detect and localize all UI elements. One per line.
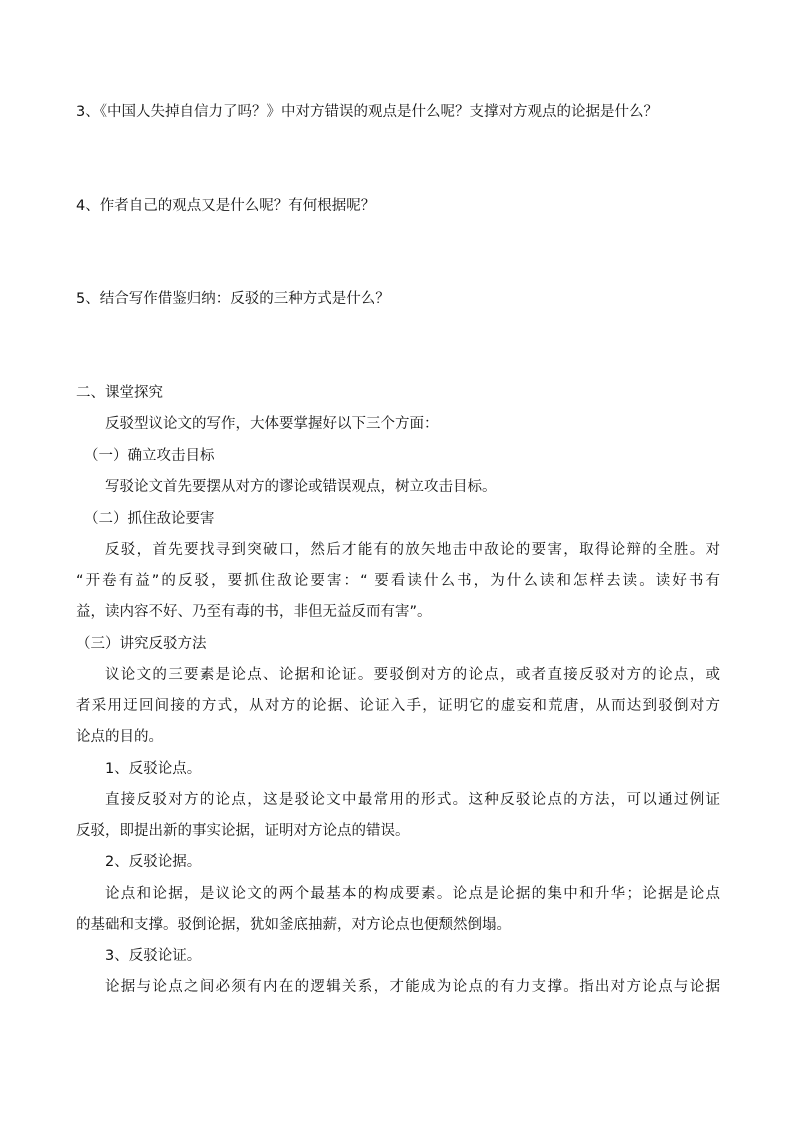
part3-title: （三）讲究反驳方法 (76, 636, 207, 652)
question-4: 4、作者自己的观点又是什么呢？有何根据呢？ (76, 198, 376, 214)
method2-title: 2、反驳论据。 (105, 854, 202, 870)
method1-title: 1、反驳论点。 (105, 761, 202, 777)
part2-line-1: 反驳，首先要找寻到突破口，然后才能有的放矢地击中敌论的要害，取得论辩的全胜。对 (105, 542, 720, 558)
method1-line-1: 直接反驳对方的论点，这是驳论文中最常用的形式。这种反驳论点的方法，可以通过例证 (105, 792, 720, 808)
part2-title: （二）抓住敌论要害 (84, 511, 215, 527)
part2-line-2: “开卷有益”的反驳，要抓住敌论要害：“ 要看读什么书，为什么读和怎样去读。读好书有 (76, 573, 720, 589)
method2-line-1: 论点和论据，是议论文的两个最基本的构成要素。论点是论据的集中和升华；论据是论点 (105, 886, 720, 902)
question-5: 5、结合写作借鉴归纳：反驳的三种方式是什么？ (76, 291, 390, 307)
part2-line-3: 益，读内容不好、乃至有毒的书，非但无益反而有害”。 (76, 604, 432, 620)
method3-line-1: 论据与论点之间必须有内在的逻辑关系，才能成为论点的有力支撑。指出对方论点与论据 (105, 979, 720, 995)
section-heading: 二、课堂探究 (76, 385, 163, 401)
method2-line-2: 的基础和支撑。驳倒论据，犹如釜底抽薪，对方论点也便颓然倒塌。 (76, 917, 511, 933)
question-3: 3、《中国人失掉自信力了吗？》中对方错误的观点是什么呢？支撑对方观点的论据是什么？ (76, 104, 658, 120)
part1-title: （一）确立攻击目标 (84, 448, 215, 464)
part3-line-3: 论点的目的。 (76, 729, 163, 745)
section-intro: 反驳型议论文的写作，大体要掌握好以下三个方面： (105, 416, 439, 432)
part1-body: 写驳论文首先要摆从对方的谬论或错误观点，树立攻击目标。 (105, 479, 497, 495)
method1-line-2: 反驳，即提出新的事实论据，证明对方论点的错误。 (76, 823, 410, 839)
part3-line-1: 议论文的三要素是论点、论据和论证。要驳倒对方的论点，或者直接反驳对方的论点，或 (105, 667, 720, 683)
part3-line-2: 者采用迂回间接的方式，从对方的论据、论证入手，证明它的虚妄和荒唐，从而达到驳倒对方 (76, 698, 720, 714)
method3-title: 3、反驳论证。 (105, 948, 202, 964)
